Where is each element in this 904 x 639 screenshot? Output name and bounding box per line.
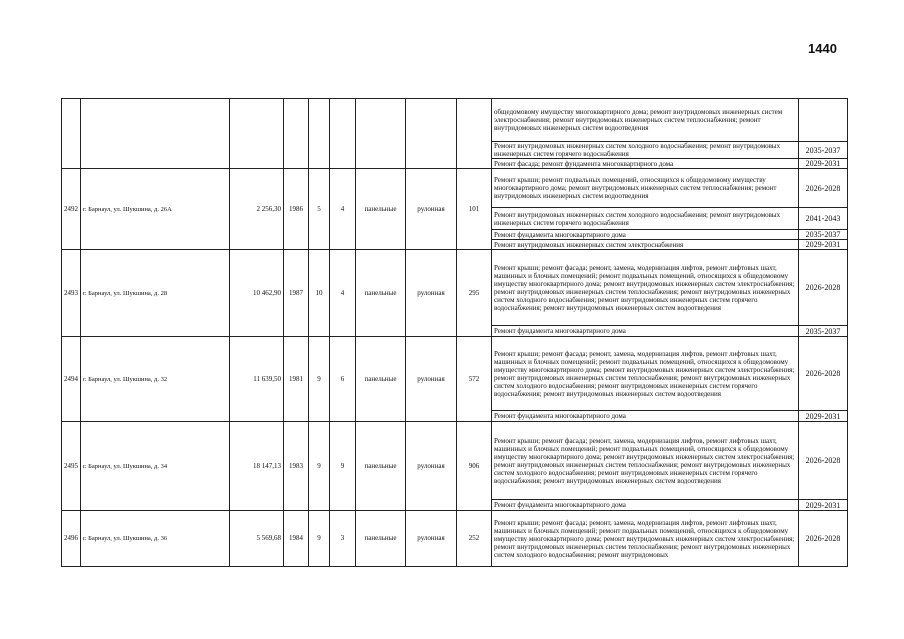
area-cell (230, 99, 284, 169)
roof-type-cell: рулонная (406, 422, 457, 511)
entrances-cell (330, 99, 356, 169)
area-cell: 2 256,30 (230, 169, 284, 250)
house-id-cell: 2494 (62, 337, 81, 422)
capital-repair-table (61, 98, 848, 567)
address-cell: г. Барнаул, ул. Шукшина, д. 36 (81, 511, 230, 567)
table-row (62, 422, 848, 500)
house-id-cell: 2493 (62, 250, 81, 337)
residents-cell: 101 (457, 169, 492, 250)
period-cell: 2026-2028 (799, 511, 848, 567)
work-type-cell: Ремонт фасада; ремонт фундамента многоквартирного дома (492, 159, 799, 169)
period-cell: 2041-2043 (799, 208, 848, 230)
address-cell: г. Барнаул, ул. Шукшина, д. 28 (81, 250, 230, 337)
table-row (62, 250, 848, 326)
table-row (62, 337, 848, 411)
period-cell: 2035-2037 (799, 326, 848, 337)
work-type-cell: Ремонт фундамента многоквартирного дома (492, 500, 799, 511)
address-cell: г. Барнаул, ул. Шукшина, д. 32 (81, 337, 230, 422)
period-cell (799, 99, 848, 142)
table-body (62, 99, 848, 567)
entrances-cell: 9 (330, 422, 356, 511)
floors-cell: 9 (309, 337, 330, 422)
roof-type-cell: рулонная (406, 169, 457, 250)
period-cell: 2026-2028 (799, 337, 848, 411)
entrances-cell: 3 (330, 511, 356, 567)
roof-type-cell (406, 99, 457, 169)
wall-material-cell: панельные (356, 250, 406, 337)
table-row (62, 169, 848, 208)
floors-cell: 5 (309, 169, 330, 250)
entrances-cell: 4 (330, 169, 356, 250)
floors-cell: 10 (309, 250, 330, 337)
entrances-cell: 4 (330, 250, 356, 337)
period-cell: 2026-2028 (799, 250, 848, 326)
work-type-cell: Ремонт крыши; ремонт фасада; ремонт, замена, модернизация лифтов, ремонт лифтовых шахт, машинных и блочных помещений; ремонт подвальных помещений, относящихся к общедомовому имуществу многоквартирного дома; ремонт внутридомовых инженерных систем электроснабжения; ремонт внутридомовых инженерных систем теплоснабжения; ремонт внутридомовых инженерных систем холодного водоснабжения; ремонт внутридомовых инженерных систем горячего водоснабжения; ремонт внутридомовых инженерных систем водоотведения (492, 250, 799, 326)
residents-cell: 295 (457, 250, 492, 337)
floors-cell (309, 99, 330, 169)
residents-cell: 252 (457, 511, 492, 567)
house-id-cell: 2496 (62, 511, 81, 567)
work-type-cell: Ремонт внутридомовых инженерных систем холодного водоснабжения; ремонт внутридомовых инженерных систем горячего водоснабжения (492, 208, 799, 230)
entrances-cell: 6 (330, 337, 356, 422)
work-type-cell: Ремонт внутридомовых инженерных систем электроснабжения (492, 240, 799, 250)
house-id-cell (62, 99, 81, 169)
period-cell: 2029-2031 (799, 500, 848, 511)
address-cell: г. Барнаул, ул. Шукшина, д. 26А (81, 169, 230, 250)
period-cell: 2026-2028 (799, 169, 848, 208)
roof-type-cell: рулонная (406, 511, 457, 567)
wall-material-cell: панельные (356, 422, 406, 511)
period-cell: 2035-2037 (799, 230, 848, 240)
period-cell: 2029-2031 (799, 411, 848, 422)
residents-cell: 572 (457, 337, 492, 422)
table-row (62, 511, 848, 567)
work-type-cell: Ремонт крыши; ремонт фасада; ремонт, замена, модернизация лифтов, ремонт лифтовых шахт, машинных и блочных помещений; ремонт подвальных помещений, относящихся к общедомовому имуществу многоквартирного дома; ремонт внутридомовых инженерных систем электроснабжения; ремонт внутридомовых инженерных систем теплоснабжения; ремонт внутридомовых инженерных систем холодного водоснабжения; ремонт внутридомовых инженерных систем горячего водоснабжения; ремонт внутридомовых инженерных систем водоотведения (492, 422, 799, 500)
year-built-cell: 1987 (284, 250, 309, 337)
roof-type-cell: рулонная (406, 337, 457, 422)
area-cell: 18 147,13 (230, 422, 284, 511)
period-cell: 2035-2037 (799, 142, 848, 159)
year-built-cell: 1986 (284, 169, 309, 250)
year-built-cell (284, 99, 309, 169)
wall-material-cell: панельные (356, 169, 406, 250)
wall-material-cell: панельные (356, 511, 406, 567)
area-cell: 10 462,90 (230, 250, 284, 337)
house-id-cell: 2495 (62, 422, 81, 511)
floors-cell: 9 (309, 422, 330, 511)
address-cell: г. Барнаул, ул. Шукшина, д. 34 (81, 422, 230, 511)
roof-type-cell: рулонная (406, 250, 457, 337)
work-type-cell: Ремонт фундамента многоквартирного дома (492, 326, 799, 337)
area-cell: 11 639,50 (230, 337, 284, 422)
work-type-cell: Ремонт крыши; ремонт фасада; ремонт, замена, модернизация лифтов, ремонт лифтовых шахт, машинных и блочных помещений; ремонт подвальных помещений, относящихся к общедомовому имуществу многоквартирного дома; ремонт внутридомовых инженерных систем электроснабжения; ремонт внутридомовых инженерных систем теплоснабжения; ремонт внутридомовых инженерных систем холодного водоснабжения; ремонт внутридомовых (492, 511, 799, 567)
area-cell: 5 569,68 (230, 511, 284, 567)
table-row (62, 99, 848, 142)
period-cell: 2029-2031 (799, 240, 848, 250)
residents-cell (457, 99, 492, 169)
work-type-cell: общедомовому имуществу многоквартирного дома; ремонт внутридомовых инженерных систем электроснабжения; ремонт внутридомовых инженерных систем теплоснабжения; ремонт внутридомовых инженерных систем водоотведения (492, 99, 799, 142)
work-type-cell: Ремонт крыши; ремонт фасада; ремонт, замена, модернизация лифтов, ремонт лифтовых шахт, машинных и блочных помещений; ремонт подвальных помещений, относящихся к общедомовому имуществу многоквартирного дома; ремонт внутридомовых инженерных систем электроснабжения; ремонт внутридомовых инженерных систем теплоснабжения; ремонт внутридомовых инженерных систем холодного водоснабжения; ремонт внутридомовых инженерных систем горячего водоснабжения; ремонт внутридомовых инженерных систем водоотведения (492, 337, 799, 411)
year-built-cell: 1983 (284, 422, 309, 511)
wall-material-cell: панельные (356, 337, 406, 422)
work-type-cell: Ремонт внутридомовых инженерных систем холодного водоснабжения; ремонт внутридомовых инженерных систем горячего водоснабжения (492, 142, 799, 159)
period-cell: 2026-2028 (799, 422, 848, 500)
page-number: 1440 (808, 41, 837, 56)
residents-cell: 906 (457, 422, 492, 511)
house-id-cell: 2492 (62, 169, 81, 250)
address-cell (81, 99, 230, 169)
wall-material-cell (356, 99, 406, 169)
year-built-cell: 1984 (284, 511, 309, 567)
floors-cell: 9 (309, 511, 330, 567)
period-cell: 2029-2031 (799, 159, 848, 169)
work-type-cell: Ремонт фундамента многоквартирного дома (492, 411, 799, 422)
work-type-cell: Ремонт крыши; ремонт подвальных помещений, относящихся к общедомовому имуществу многоквартирного дома; ремонт внутридомовых инженерных систем теплоснабжения; ремонт внутридомовых инженерных систем водоотведения (492, 169, 799, 208)
year-built-cell: 1981 (284, 337, 309, 422)
work-type-cell: Ремонт фундамента многоквартирного дома (492, 230, 799, 240)
